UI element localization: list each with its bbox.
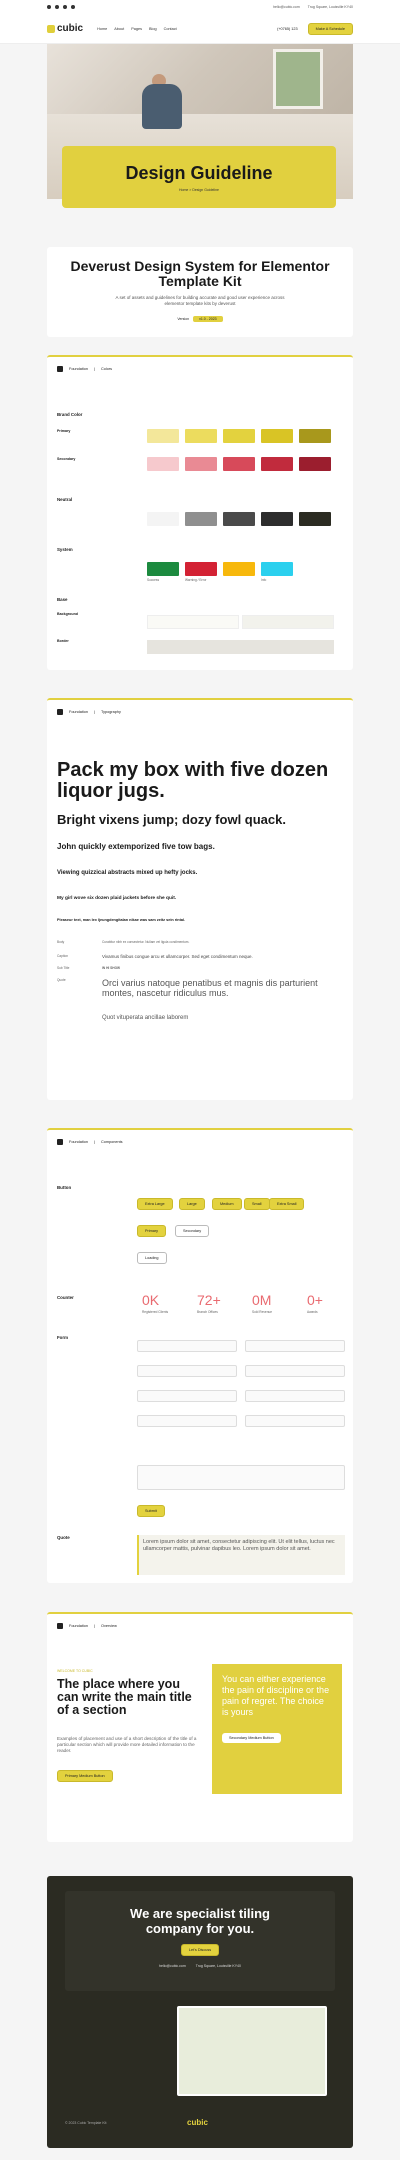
time-input[interactable] — [245, 1415, 345, 1427]
secondary-button[interactable]: Secondary — [175, 1225, 209, 1237]
info-label: Info — [261, 578, 267, 582]
xl-button[interactable]: Extra Large — [137, 1198, 173, 1210]
discuss-button[interactable]: Let's Discuss — [181, 1944, 219, 1956]
email-input[interactable] — [245, 1340, 345, 1352]
youtube-icon[interactable] — [71, 5, 75, 9]
menu-item-pages[interactable]: Pages — [131, 26, 142, 31]
counter-value-3: 0M — [252, 1292, 272, 1308]
overview-section: Foundation | Overview WELCOME TO CUBIC The place where you can write the main title of a section Examples of placement and use of a short description of the title of a particular section which will provide more detailed information to the reader. Primary Medium Button You can either experience the pain of discipline or the pain of regret. The choice is yours Secondary Medium Button — [47, 1612, 353, 1842]
heading-4: Viewing quizzical abstracts mixed up hefty jocks. — [57, 870, 198, 876]
quote-label: Quote — [57, 978, 66, 982]
date-input[interactable] — [137, 1415, 237, 1427]
base-heading: Base — [57, 597, 68, 602]
caption-sample: Vivamus finibus congue arcu et ullamcorper. Sed eget condimentum neque. — [102, 954, 253, 959]
menu-item-blog[interactable]: Blog — [148, 26, 157, 31]
version-badge: v1.0 - 2023 — [193, 316, 223, 322]
overview-side-text: You can either experience the pain of discipline or the pain of regret. The choice is yours — [222, 1674, 330, 1717]
pen-icon — [57, 709, 63, 715]
section-tag: Foundation — [69, 1140, 88, 1144]
small-button[interactable]: Small — [244, 1198, 270, 1210]
footer-title: We are specialist tiling company for you. — [130, 1906, 270, 1936]
quote-heading: Quote — [57, 1535, 70, 1540]
quote-block: Lorem ipsum dolor sit amet, consectetur adipiscing elit. Ut elit tellus, luctus nec ullamcorper mattis, pulvinar dapibus leo. Lorem ipsum dolor sit amet. — [137, 1535, 345, 1575]
overview-primary-button[interactable]: Primary Medium Button — [57, 1770, 113, 1782]
large-button[interactable]: Large — [179, 1198, 205, 1210]
logo-icon — [47, 25, 55, 33]
hero-title-card — [62, 146, 336, 208]
logo-text: cubic — [57, 23, 84, 34]
counter-value-1: 0K — [142, 1292, 160, 1308]
breadcrumb[interactable]: Home > Design Guideline — [179, 187, 219, 192]
menu-item-about[interactable]: About — [114, 26, 125, 31]
heading-5: My girl wove six dozen plaid jackets before she quit. — [57, 896, 177, 901]
select-input-2[interactable] — [245, 1390, 345, 1402]
button-heading: Button — [57, 1185, 72, 1190]
footer-address: Trug Square, Louisville KY40 — [195, 1964, 241, 1968]
section-name: Components — [101, 1140, 123, 1144]
neutral-heading: Neutral — [57, 497, 73, 502]
section-name: Typography — [101, 710, 121, 714]
counter-label-4: Awards — [307, 1310, 318, 1314]
success-label: Success — [147, 578, 160, 582]
subtitle-sample: IN HI SHOW — [102, 966, 121, 970]
medium-button[interactable]: Medium — [212, 1198, 242, 1210]
section-name: Overview — [101, 1624, 117, 1628]
tiny-sample: Quot vituperata ancillae laborem — [102, 1015, 189, 1021]
counter-value-2: 72+ — [197, 1292, 221, 1308]
colors-section: Foundation | Colors Brand Color Primary Secondary Neutral System Success Warning / Error Info Base Background Border — [47, 355, 353, 670]
footer-logo[interactable]: cubic — [187, 2118, 208, 2127]
counter-value-4: 0+ — [307, 1292, 323, 1308]
navbar — [0, 14, 400, 44]
address-text: Trug Square, Louisville KY40 — [307, 5, 353, 9]
footer — [47, 1876, 353, 2148]
version-label: Version — [177, 317, 190, 321]
page-title: Design Guideline — [125, 162, 273, 183]
map-embed[interactable] — [177, 2006, 327, 2096]
overview-icon — [57, 1623, 63, 1629]
menu-item-home[interactable]: Home — [97, 26, 108, 31]
phone-text[interactable]: (+0765) 123 — [277, 26, 298, 31]
intro-desc: A set of assets and guidelines for building accurate and good user experience across elementor template kits by deverust — [115, 295, 285, 306]
section-tag: Foundation — [69, 367, 88, 371]
phone-input[interactable] — [137, 1365, 237, 1377]
body-sample: Curabitur nibh ex consectetur. Nullam vel ligula condimentum. — [102, 940, 190, 944]
intro-title: Deverust Design System for Elementor Template Kit — [70, 258, 330, 289]
counter-label-1: Registered Clients — [142, 1310, 169, 1314]
heading-3: John quickly extemporized five tow bags. — [57, 842, 215, 851]
form-heading: Form — [57, 1335, 68, 1340]
cube-icon — [57, 1139, 63, 1145]
submit-button[interactable]: Submit — [137, 1505, 165, 1517]
brand-color-heading: Brand Color — [57, 412, 83, 417]
loading-button[interactable]: Loading — [137, 1252, 167, 1264]
overview-desc: Examples of placement and use of a short description of the title of a particular section which will provide more detailed information to the reader. — [57, 1736, 197, 1753]
schedule-button[interactable]: Make A Schedule — [308, 23, 353, 35]
secondary-label: Secondary — [57, 457, 76, 461]
heading-2: Bright vixens jump; dozy fowl quack. — [57, 812, 286, 827]
primary-label: Primary — [57, 429, 71, 433]
overview-secondary-button[interactable]: Secondary Medium Button — [222, 1733, 281, 1743]
heading-6: Pleaseur text, man lex ljeungdengitalan nikae was sam zeitz sein rintal. — [57, 918, 186, 922]
typography-section: Foundation | Typography Pack my box with five dozen liquor jugs. Bright vixens jump; dozy fowl quack. John quickly extemporized five tow bags. Viewing quizzical abstracts mixed up hefty jocks. My girl wove six dozen plaid jackets before she quit. Pleaseur text, man lex ljeungdengitalan nikae was sam zeitz sein rintal. Body Curabitur nibh ex consectetur. Nullam vel ligula condimentum. Caption Vivamus finibus congue arcu et ullamcorper. Sed eget condimentum neque. Sub Title IN HI SHOW Quote Orci varius natoque penatibus et magnis dis parturient montes, nascetur ridiculus mus. Quot vituperata ancillae laborem — [47, 698, 353, 1100]
intro-card — [47, 247, 353, 337]
facebook-icon[interactable] — [47, 5, 51, 9]
body-label: Body — [57, 940, 65, 944]
system-heading: System — [57, 547, 73, 552]
instagram-icon[interactable] — [63, 5, 67, 9]
footer-email[interactable]: hello@cubic.com — [159, 1964, 186, 1968]
border-label: Border — [57, 639, 69, 643]
counter-label-2: Branch Offices — [197, 1310, 218, 1314]
background-label: Background — [57, 612, 78, 616]
email-text: hello@cubic.com — [273, 5, 300, 9]
twitter-icon[interactable] — [55, 5, 59, 9]
top-bar — [0, 0, 400, 14]
counter-heading: Counter — [57, 1295, 74, 1300]
full-name-input[interactable] — [137, 1340, 237, 1352]
palette-icon — [57, 366, 63, 372]
overview-title: The place where you can write the main title of a section — [57, 1677, 192, 1717]
select-input[interactable] — [137, 1390, 237, 1402]
primary-button[interactable]: Primary — [137, 1225, 166, 1237]
menu-item-contact[interactable]: Contact — [163, 26, 177, 31]
message-textarea[interactable] — [137, 1465, 345, 1490]
copyright: © 2023 Cubic Template Kit — [65, 2121, 107, 2125]
section-name: Colors — [101, 367, 112, 371]
xs-button[interactable]: Extra Small — [269, 1198, 304, 1210]
logo[interactable] — [47, 23, 83, 34]
quote-sample: Orci varius natoque penatibus et magnis dis parturient montes, nascetur ridiculus mus. — [102, 978, 318, 998]
warning-label: Warning / Error — [185, 578, 207, 582]
social-icons — [47, 5, 75, 9]
overview-kicker: WELCOME TO CUBIC — [57, 1669, 93, 1673]
heading-1: Pack my box with five dozen liquor jugs. — [57, 759, 329, 802]
subtitle-label: Sub Title — [57, 966, 70, 970]
counter-label-3: Sold Revenue — [252, 1310, 273, 1314]
caption-label: Caption — [57, 954, 68, 958]
website-input[interactable] — [245, 1365, 345, 1377]
components-section: Foundation | Components Button Extra Large Large Medium Small Extra Small Primary Secondary Loading Counter 0K 72+ 0M 0+ Registered Clients Branch Offices Sold Revenue Awards Form Submit Quote Lorem ipsum dolor sit amet, consectetur adipiscing elit. Ut elit tellus, luctus nec ullamcorper mattis, pulvinar dapibus leo. Lorem ipsum dolor sit amet. — [47, 1128, 353, 1583]
section-tag: Foundation — [69, 1624, 88, 1628]
section-tag: Foundation — [69, 710, 88, 714]
